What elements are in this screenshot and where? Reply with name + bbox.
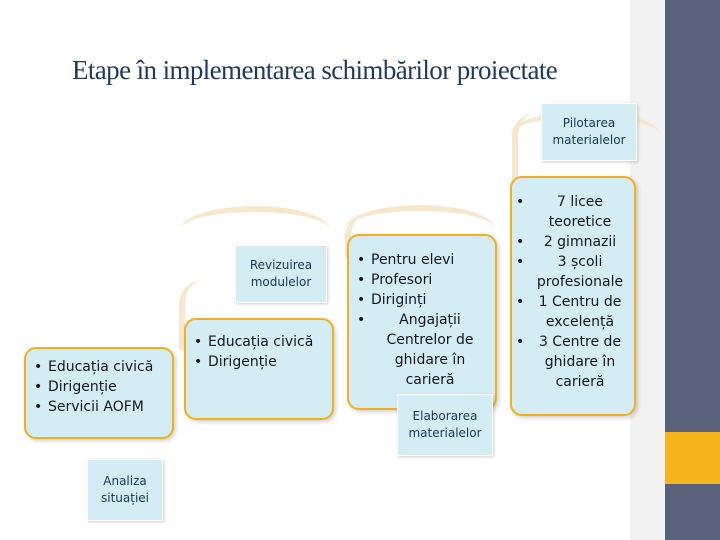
stage-box-elaborarea: [347, 234, 497, 410]
stage-item: [516, 252, 630, 292]
stage-item: [357, 250, 489, 270]
stage-item-text: • 3 Centre de ghidare în carieră: [538, 334, 622, 390]
stage-label-text: Revizuirea modulelor: [249, 258, 313, 289]
stage-item: [516, 232, 630, 252]
stage-item-text: Educația civică: [208, 334, 314, 350]
stage-label-revizuirea: [235, 245, 327, 303]
stage-item-text: Dirigenție: [48, 379, 117, 395]
stage-items-list: [34, 357, 166, 417]
stage-box-revizuirea: [184, 318, 334, 420]
stage-item: [194, 352, 326, 372]
stage-item-text: • 2 gimnazii: [543, 234, 617, 250]
stage-label-text: Pilotarea materialelor: [552, 116, 626, 147]
stage-item-text: Pentru elevi: [371, 252, 455, 268]
stage-item: [516, 192, 630, 232]
stage-item-text: • 3 școli profesionale: [536, 254, 624, 290]
stage-item: [357, 310, 489, 390]
stage-item: [194, 332, 326, 352]
stage-item: [34, 377, 166, 397]
stage-box-analiza: [24, 347, 174, 439]
stage-item-text: • 7 licee teoretice: [548, 194, 612, 230]
stage-item-text: • 1 Centru de excelență: [538, 294, 622, 330]
stage-items-list: [194, 332, 326, 372]
stage-item: [34, 397, 166, 417]
stage-item-text: Servicii AOFM: [48, 399, 144, 415]
stage-item: [357, 290, 489, 310]
stage-item: [516, 292, 630, 332]
stage-item-text: • Angajații Centrelor de ghidare în carieră: [386, 312, 474, 388]
stage-item-text: Educația civică: [48, 359, 154, 375]
stage-item-text: Profesori: [371, 272, 433, 288]
connector-arc: [180, 206, 330, 236]
stage-item: [516, 332, 630, 392]
stage-item: [357, 270, 489, 290]
stage-label-analiza: [87, 459, 163, 521]
stage-box-pilotarea: [510, 176, 636, 416]
stage-item-text: Diriginți: [371, 292, 427, 308]
stage-label-text: Analiza situației: [100, 474, 149, 505]
stage-items-list: [516, 192, 630, 392]
stage-item: [34, 357, 166, 377]
side-accent: [665, 432, 720, 484]
stage-label-text: Elaborarea materialelor: [408, 409, 482, 440]
stage-items-list: [357, 250, 489, 390]
stage-label-pilotarea: [541, 103, 637, 161]
stage-item-text: Dirigenție: [208, 354, 277, 370]
slide-title: Etape în implementarea schimbărilor proiectate: [72, 55, 558, 85]
stage-label-elaborarea: [397, 394, 493, 456]
